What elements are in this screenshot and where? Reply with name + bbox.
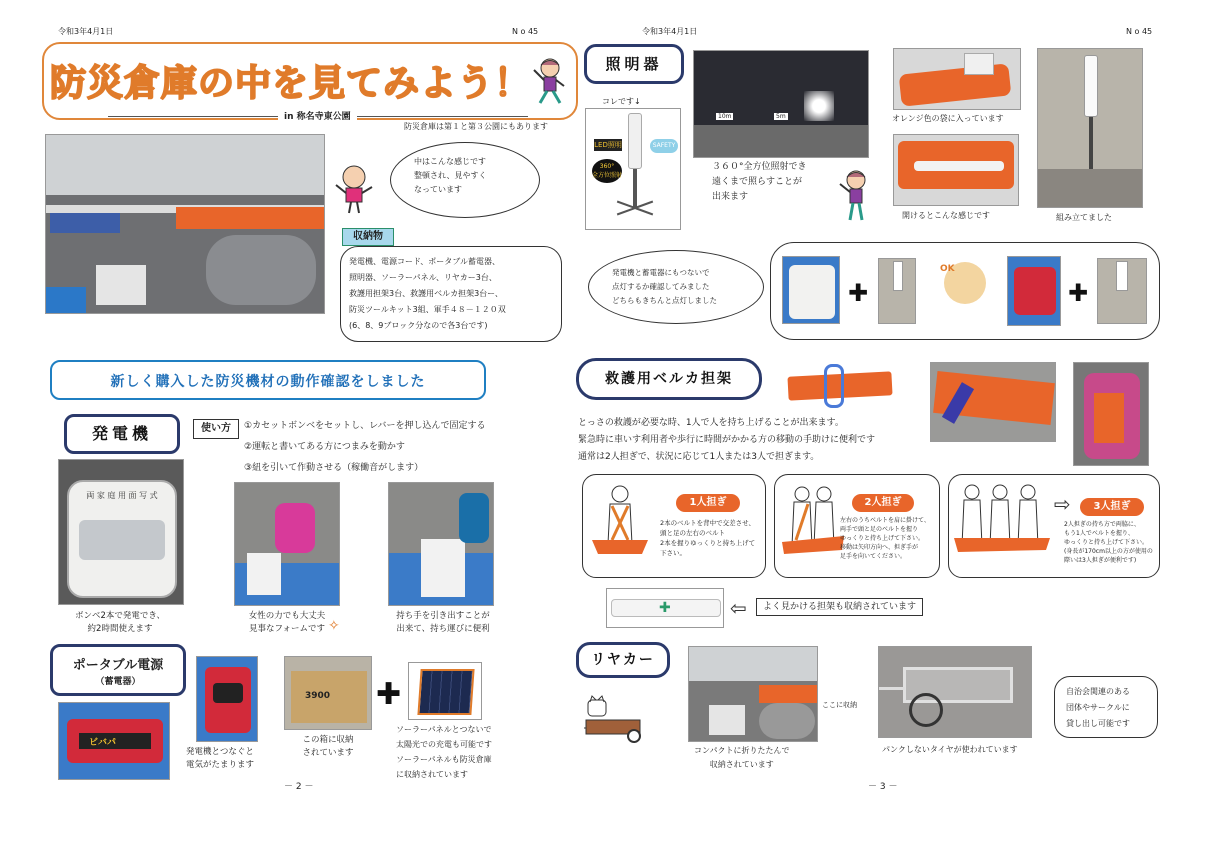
header-date-right: 令和3年4月1日 — [642, 27, 698, 36]
howto-step-2: ②運転と書いてある方につまみを動かす — [244, 442, 405, 452]
box-label-text: 3900 — [305, 691, 331, 701]
light-caption-3: 開けるとこんな感じです — [902, 211, 990, 220]
plain-stretcher-photo: ✚ — [606, 588, 724, 628]
storage-list-text: 発電機、電源コード、ポータブル蓄電器、 照明器、ソーラーパネル、リヤカー3台、 救護用担架3台、救護用ベルカ担架3台ー、 防災ツールキット3組、軍手４８－１２０双 (6、8、9ブロック分なので各3台です) — [349, 257, 506, 330]
caption-portable-2: この箱に収納 されています — [302, 735, 354, 758]
light-caption-4: 組み立てました — [1056, 213, 1112, 222]
distance-5m: 5m — [776, 113, 786, 120]
light-title: 照明器 — [584, 44, 684, 84]
howto-step-3: ③紐を引いて作動させる（稼働音がします） — [244, 463, 424, 473]
page-number-left: － 2 － — [284, 782, 314, 792]
page-number-right: － 3 － — [868, 782, 898, 792]
plus-icon: ✚ — [376, 677, 402, 712]
battery-charging-photo — [196, 656, 258, 742]
light-product-photo — [585, 108, 681, 230]
here-stored-label: ここに収納 — [822, 701, 857, 709]
generator-photo — [58, 459, 184, 605]
woman-starting-generator-photo — [234, 482, 340, 606]
caption-portable-1: 発電機とつなぐと 電気がたまります — [186, 747, 255, 770]
sparkle-icon: ✧ — [328, 618, 340, 634]
orange-bag-photo — [893, 48, 1021, 110]
portable-power-subtitle: （蓄電器） — [95, 677, 141, 687]
cheering-character-illustration — [530, 56, 568, 106]
generator-title: 発電機 — [64, 414, 180, 454]
plus-icon-3: ✚ — [1068, 279, 1089, 307]
howto-label: 使い方 — [193, 419, 239, 439]
plain-stretcher-note: よく見かける担架も収納されています — [756, 598, 923, 616]
two-person-badge: 2人担ぎ — [852, 494, 914, 512]
stretcher-title: 救護用ベルカ担架 — [576, 358, 762, 400]
header-issue-number-right: N o 45 — [1126, 27, 1153, 36]
battery-box-photo — [284, 656, 372, 730]
cart-caption-2: パンクしないタイヤが使われています — [882, 745, 1018, 754]
light-on-photo-2 — [1097, 258, 1147, 324]
storage-interior-photo — [45, 134, 325, 314]
location-note: 防災倉庫は第１と第３公園にもあります — [404, 122, 548, 131]
three-person-figure — [954, 482, 1050, 570]
distance-10m: 10m — [718, 113, 732, 120]
three-person-badge: 3人担ぎ — [1080, 498, 1144, 516]
solar-panel-photo — [408, 662, 482, 720]
ok-label: OK — [940, 264, 955, 274]
storage-bubble-text: 中はこんな感じです 整頓され、見やすく なっています — [414, 157, 487, 194]
light-on-photo-1 — [878, 258, 916, 324]
generator-handle-photo — [388, 482, 494, 606]
safety-badge: SAFETY — [650, 139, 678, 153]
three-person-desc: 2人担ぎの持ち方で両脇に、 もう1人でベルトを握り、 ゆっくりと持ち上げて下さい。 (身長が170cm以上の方が使用の 際いは3人担ぎが便利です) — [1064, 521, 1153, 564]
portable-power-title-text: ポータブル電源 — [72, 658, 164, 673]
two-person-figure — [780, 484, 846, 568]
howto-step-1: ①カセットボンベをセットし、レバーを押し込んで固定する — [244, 421, 486, 431]
bag-opened-photo — [893, 134, 1019, 206]
caption-generator-2: 女性の力でも大丈夫 見事なフォームです — [248, 611, 326, 634]
two-person-desc: 左右のうちベルトを肩に掛けて、 両手で頭と足のベルトを握り ゆっくりと持ち上げて下さい。 移動は矢印方向へ、担ぎ手が 足手を向いてください。 — [840, 517, 930, 560]
girl-pointing-illustration — [332, 163, 376, 215]
one-person-figure — [592, 484, 648, 568]
caption-generator-1: ボンベ2本で発電でき、 約2時間使えます — [74, 611, 166, 634]
portable-battery-photo — [58, 702, 170, 780]
header-date: 令和3年4月1日 — [58, 27, 114, 36]
arrow-right-icon: ⇨ — [1054, 492, 1071, 516]
generator-light-photo — [782, 256, 840, 324]
cart-caption-1: コンパクトに折りたたんで 収納されています — [694, 746, 790, 769]
battery-brand-label: ビバパ — [89, 738, 117, 748]
stretcher-photo-2 — [1073, 362, 1149, 466]
header-issue-number: N o 45 — [512, 27, 539, 36]
stretcher-text-1: とっさの救護が必要な時、1人で人を持ち上げることが出来ます。 — [578, 418, 844, 428]
one-person-desc: 2本のベルトを背中で交差させ、頭と足の左右のベルト 2本を握りゆっくりと持ち上げて下さい。 — [660, 519, 756, 557]
light-caption-2: オレンジ色の袋に入っています — [892, 114, 1004, 123]
stretcher-text-2: 緊急時に車いす利用者や歩行に時間がかかる方の移動の手助けに便利です — [578, 435, 876, 445]
stretcher-photo-1 — [930, 362, 1056, 442]
battery-light-photo — [1007, 256, 1061, 326]
light-assembled-photo — [1037, 48, 1143, 208]
arrow-left-icon: ⇦ — [730, 596, 747, 620]
storage-list-label: 収納物 — [342, 228, 394, 246]
light-caption-1: ３６０°全方位照射でき 遠くまで照らすことが 出来ます — [712, 162, 807, 202]
section-banner-text: 新しく購入した防災機材の動作確認をしました — [110, 374, 426, 390]
cart-lending-text: 自治会関連のある 団体やサークルに 貸し出し可能です — [1066, 687, 1130, 728]
folded-carts-photo — [688, 646, 818, 742]
plus-icon-2: ✚ — [848, 279, 869, 307]
stretcher-illustration — [784, 360, 894, 410]
generator-label-text: 両 家 庭 用 面 写 式 — [86, 491, 158, 500]
360-badge: 360° 全方位照射 — [592, 159, 622, 183]
caption-generator-3: 持ち手を引き出すことが 出来て、持ち運びに便利 — [396, 611, 490, 634]
cat-cart-illustration — [584, 694, 644, 744]
cart-unfolded-photo — [878, 646, 1032, 738]
caption-portable-3: ソーラーパネルとつないで 太陽光での充電も可能です ソーラーパネルも防災倉庫 に収納されています — [396, 725, 492, 779]
one-person-badge: 1人担ぎ — [676, 494, 740, 512]
connection-bubble-text: 発電機と蓄電器にもつないで 点灯するか確認してみました どちらもきちんと点灯しました — [612, 268, 717, 305]
stretcher-text-3: 通常は2人担ぎで、状況に応じて1人または3人で担ぎます。 — [578, 452, 820, 462]
main-title: 防災倉庫の中を見てみよう！ — [50, 63, 532, 104]
girl-light-illustration — [836, 168, 876, 222]
led-badge: LED照明 — [594, 141, 622, 149]
subtitle: in 称名寺東公園 — [278, 110, 357, 124]
ok-hand-illustration — [940, 262, 986, 304]
light-night-photo — [693, 50, 869, 158]
this-one-label: コレです↓ — [602, 97, 641, 106]
cart-title: リヤカー — [576, 642, 670, 678]
